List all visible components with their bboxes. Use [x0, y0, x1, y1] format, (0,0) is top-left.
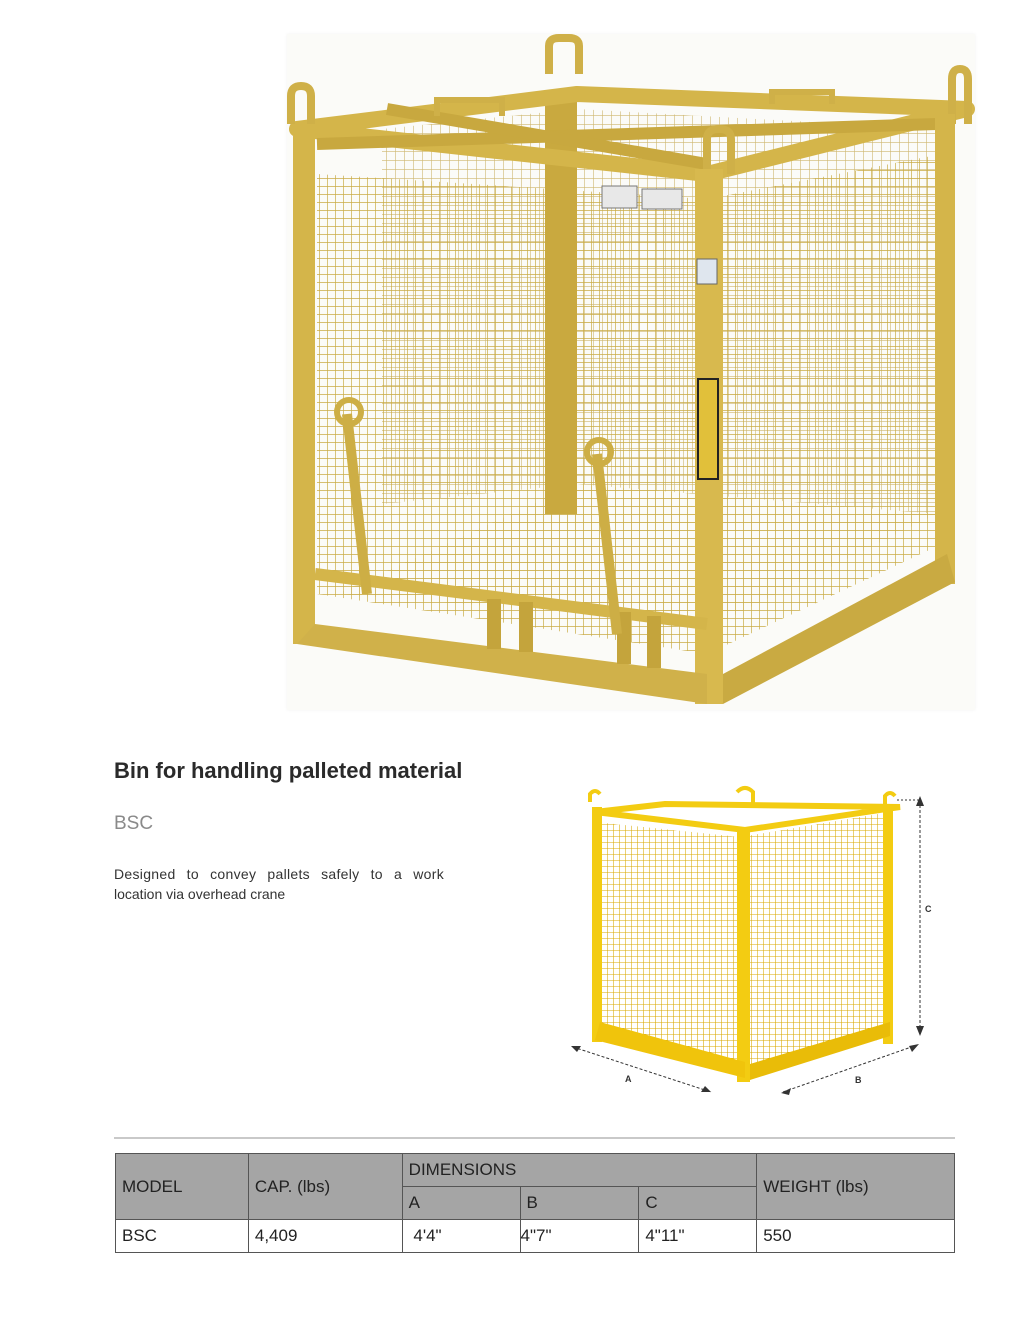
header-dimensions: DIMENSIONS: [402, 1154, 757, 1187]
dimension-label-a: A: [625, 1074, 632, 1084]
header-weight: WEIGHT (lbs): [757, 1154, 955, 1220]
header-capacity: CAP. (lbs): [248, 1154, 402, 1220]
dimension-diagram: [565, 782, 955, 1102]
cell-capacity: 4,409: [248, 1220, 402, 1253]
product-description: [114, 864, 444, 904]
dimension-label-b: B: [855, 1075, 862, 1085]
cell-dim-b: 4"7": [520, 1220, 639, 1253]
product-title: Bin for handling palleted material: [114, 758, 463, 783]
cell-weight: 550: [757, 1220, 955, 1253]
cell-dim-c: 4"11": [639, 1220, 757, 1253]
header-dim-a: A: [402, 1187, 520, 1220]
cell-dim-a: 4'4": [402, 1220, 520, 1253]
description-line-1: Designed to convey pallets safely to a work: [114, 866, 444, 882]
header-dim-b: B: [520, 1187, 639, 1220]
description-line-2: location via overhead crane: [114, 886, 286, 902]
table-row: [116, 1220, 955, 1253]
spec-table: [115, 1153, 955, 1253]
cell-model: BSC: [116, 1220, 249, 1253]
dimension-label-c: C: [925, 904, 932, 914]
section-divider: [114, 1137, 955, 1139]
header-dim-c: C: [639, 1187, 757, 1220]
product-photo: [287, 34, 975, 710]
header-model: MODEL: [116, 1154, 249, 1220]
product-model-code: BSC: [114, 813, 154, 834]
